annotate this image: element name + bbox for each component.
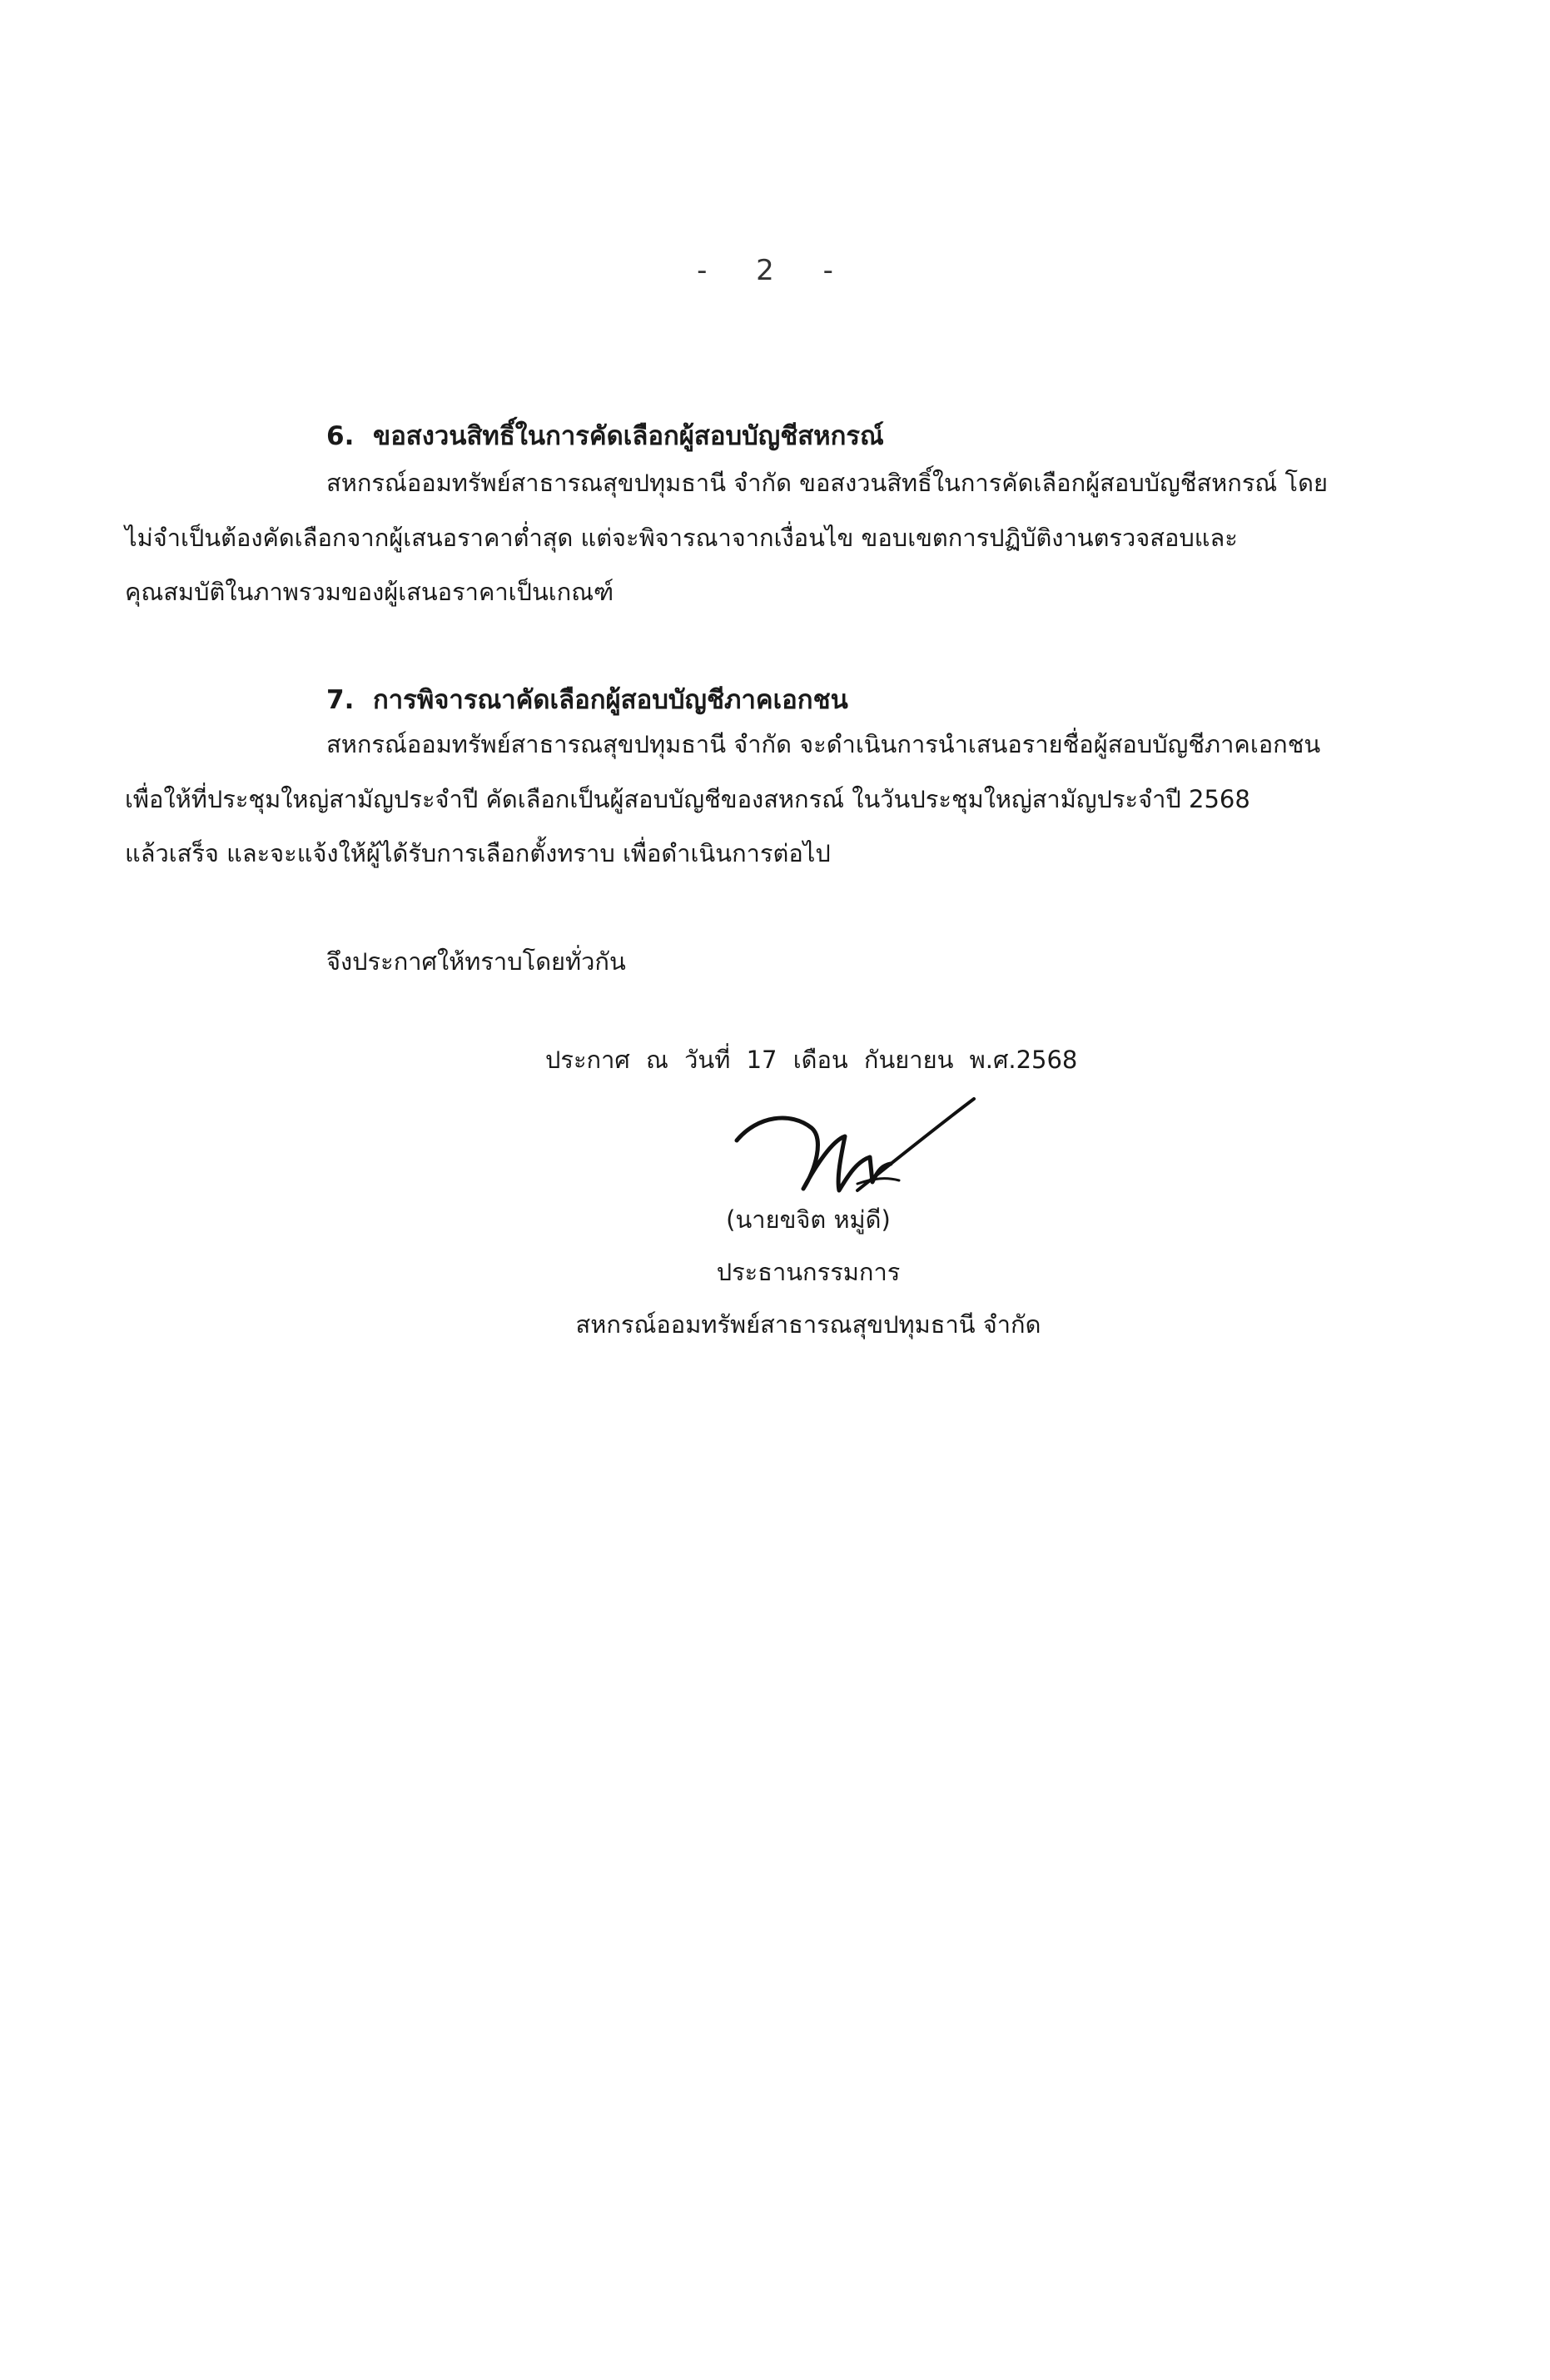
- closing-statement: จึงประกาศให้ทราบโดยทั่วกัน: [326, 947, 626, 976]
- section-6-number: 6.: [326, 421, 355, 451]
- section-7-title: การพิจารณาคัดเลือกผู้สอบบัญชีภาคเอกชน: [373, 685, 848, 715]
- section-7-line-1: สหกรณ์ออมทรัพย์สาธารณสุขปทุมธานี จำกัด จะดำเนินการนำเสนอรายชื่อผู้สอบบัญชีภาคเอกชน: [326, 730, 1321, 758]
- signatory-organization: สหกรณ์ออมทรัพย์สาธารณสุขปทุมธานี จำกัด: [575, 1310, 1041, 1339]
- section-6-line-2: ไม่จำเป็นต้องคัดเลือกจากผู้เสนอราคาต่ำสุด แต่จะพิจารณาจากเงื่อนไข ขอบเขตการปฏิบัติงานตรวจสอบและ: [125, 524, 1238, 552]
- announcement-dateline: ประกาศ ณ วันที่ 17 เดือน กันยายน พ.ศ.2568: [545, 1046, 1078, 1074]
- section-7-line-3: แล้วเสร็จ และจะแจ้งให้ผู้ได้รับการเลือกตั้งทราบ เพื่อดำเนินการต่อไป: [125, 839, 831, 867]
- section-6-heading: [326, 415, 884, 456]
- signatory-position-row: [0, 1253, 1550, 1291]
- page-number: - 2 -: [697, 254, 853, 287]
- section-7-number: 7.: [326, 685, 355, 715]
- signatory-name-row: [0, 1200, 1550, 1239]
- signatory-name: (นายขจิต หมู่ดี): [726, 1205, 891, 1234]
- section-6-line-3: คุณสมบัติในภาพรวมของผู้เสนอราคาเป็นเกณฑ์: [125, 578, 614, 606]
- section-6-title: ขอสงวนสิทธิ์ในการคัดเลือกผู้สอบบัญชีสหกรณ์: [373, 421, 884, 451]
- section-7-heading: [326, 678, 848, 720]
- section-6-line-1: สหกรณ์ออมทรัพย์สาธารณสุขปทุมธานี จำกัด ขอสงวนสิทธิ์ในการคัดเลือกผู้สอบบัญชีสหกรณ์ โดย: [326, 469, 1328, 497]
- signatory-organization-row: [0, 1305, 1550, 1344]
- section-7-line-2: เพื่อให้ที่ประชุมใหญ่สามัญประจำปี คัดเลือกเป็นผู้สอบบัญชีของสหกรณ์ ในวันประชุมใหญ่สามัญประจำปี 2568: [125, 785, 1250, 813]
- handwritten-signature: [733, 1091, 982, 1199]
- signatory-position: ประธานกรรมการ: [716, 1258, 901, 1286]
